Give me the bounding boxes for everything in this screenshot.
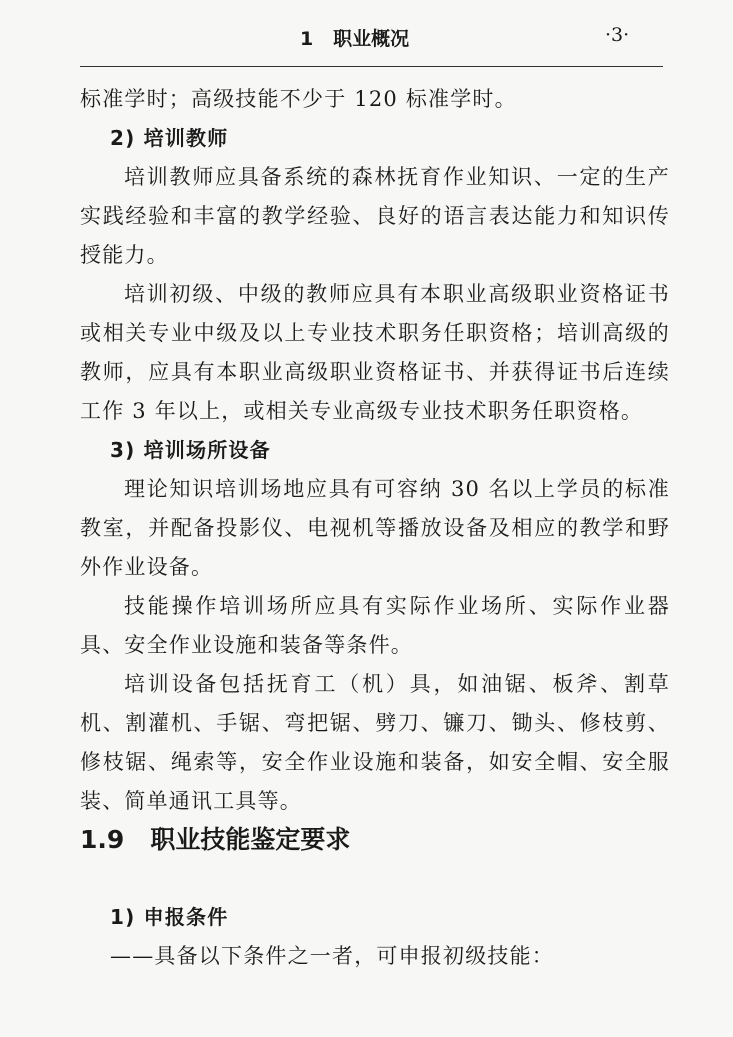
paragraph-skill-venue: 技能操作培训场所应具有实际作业场所、实际作业器具、安全作业设施和装备等条件。	[80, 594, 670, 657]
paragraph-continued: 标准学时；高级技能不少于 120 标准学时。	[80, 87, 517, 111]
paragraph-trainer-qualifications: 培训教师应具备系统的森林抚育作业知识、一定的生产实践经验和丰富的教学经验、良好的语言表达能力和知识传授能力。	[80, 165, 670, 267]
header-rule	[80, 66, 663, 67]
chapter-title: 1 职业概况	[300, 28, 410, 50]
paragraph-equipment: 培训设备包括抚育工（机）具，如油锯、板斧、割草机、割灌机、手锯、弯把锯、劈刀、镰刀、锄头、修枝剪、修枝锯、绳索等，安全作业设施和装备，如安全帽、安全服装、简单通讯工具等。	[80, 672, 670, 813]
subheading-facilities: 3) 培训场所设备	[110, 438, 271, 462]
section-title: 1.9 职业技能鉴定要求	[80, 825, 351, 854]
page-number: ·3·	[605, 24, 630, 46]
paragraph-trainer-certificates: 培训初级、中级的教师应具有本职业高级职业资格证书或相关专业中级及以上专业技术职务任职资格；培训高级的教师，应具有本职业高级职业资格证书、并获得证书后连续工作 3 年以上，或相关专业高级专业技术职务任职资格。	[80, 282, 670, 423]
page-header	[0, 24, 733, 54]
body-text	[80, 80, 670, 821]
paragraph-theory-venue: 理论知识培训场地应具有可容纳 30 名以上学员的标准教室，并配备投影仪、电视机等播放设备及相应的教学和野外作业设备。	[80, 477, 670, 579]
subheading-application: 1) 申报条件	[110, 905, 229, 929]
subheading-trainers: 2) 培训教师	[110, 126, 229, 150]
application-conditions	[80, 898, 670, 976]
condition-line: ——具备以下条件之一者，可申报初级技能：	[110, 944, 554, 968]
section-heading	[80, 820, 350, 860]
